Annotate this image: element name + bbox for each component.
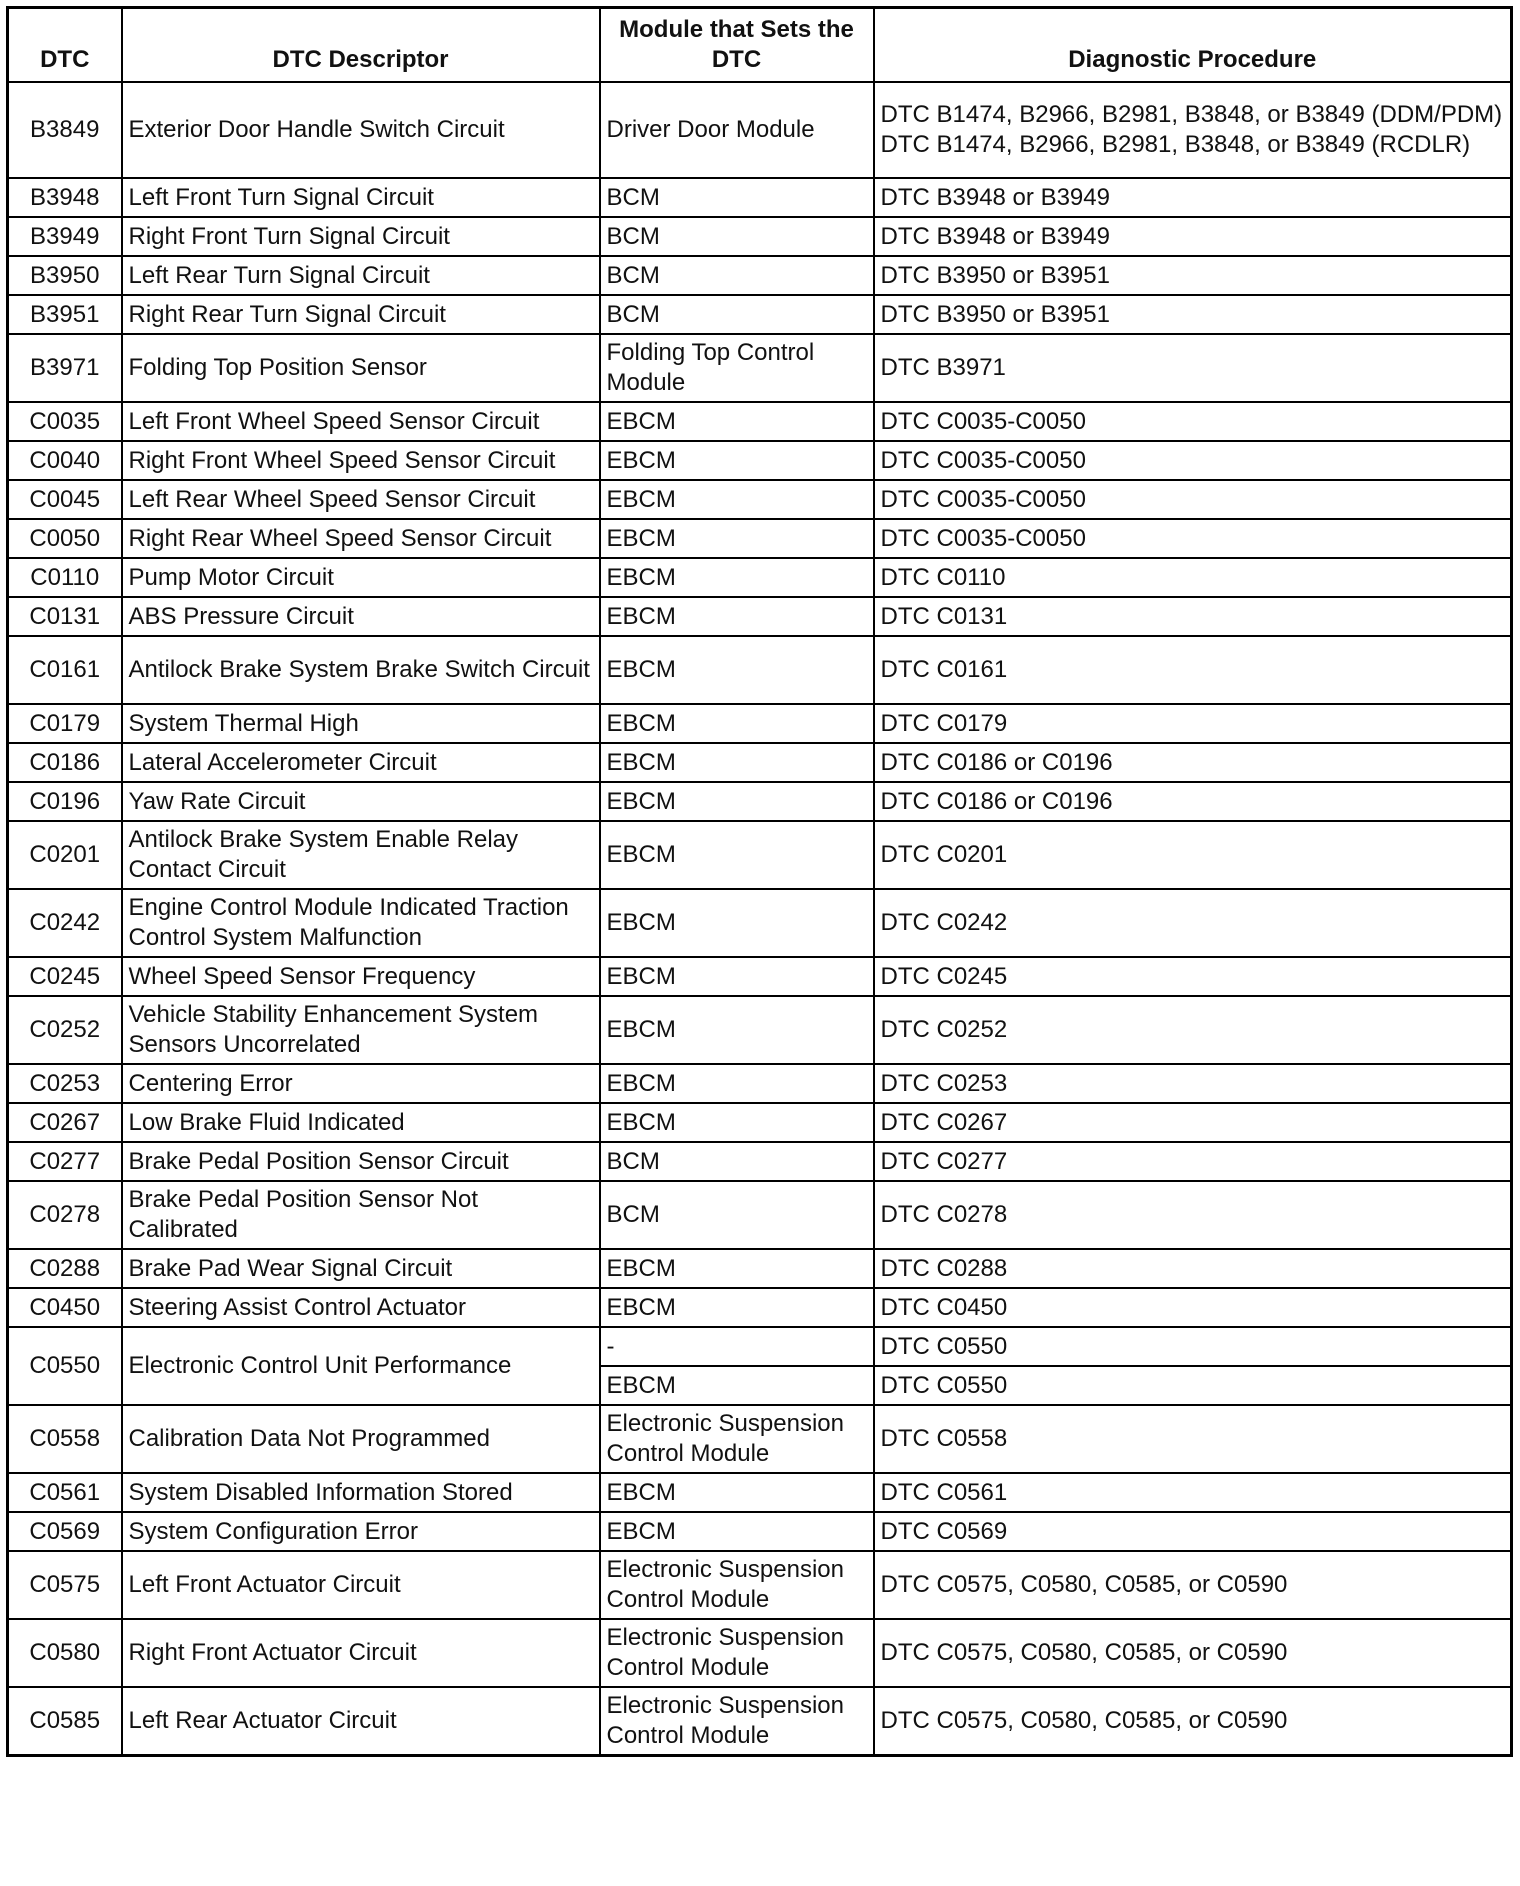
dtc-descriptor: Yaw Rate Circuit [122,782,600,821]
dtc-code: C0245 [8,957,122,996]
dtc-code: B3971 [8,334,122,402]
dtc-module: EBCM [600,597,874,636]
dtc-code: C0252 [8,996,122,1064]
dtc-code: C0201 [8,821,122,889]
table-row [8,957,1512,996]
dtc-descriptor: Wheel Speed Sensor Frequency [122,957,600,996]
table-row [8,1181,1512,1249]
dtc-module: Driver Door Module [600,82,874,178]
dtc-code: C0253 [8,1064,122,1103]
dtc-procedure: DTC C0186 or C0196 [874,743,1512,782]
dtc-code: C0242 [8,889,122,957]
dtc-procedure: DTC C0186 or C0196 [874,782,1512,821]
dtc-descriptor: Brake Pad Wear Signal Circuit [122,1249,600,1288]
dtc-procedure: DTC C0161 [874,636,1512,704]
dtc-procedure: DTC C0131 [874,597,1512,636]
table-row [8,1142,1512,1181]
dtc-module: EBCM [600,889,874,957]
dtc-module: - [600,1327,874,1366]
dtc-descriptor: Left Rear Wheel Speed Sensor Circuit [122,480,600,519]
table-row [8,217,1512,256]
dtc-descriptor: Lateral Accelerometer Circuit [122,743,600,782]
dtc-code: C0131 [8,597,122,636]
dtc-descriptor: ABS Pressure Circuit [122,597,600,636]
dtc-procedure: DTC C0035-C0050 [874,441,1512,480]
dtc-procedure: DTC C0550 [874,1366,1512,1405]
dtc-module: EBCM [600,402,874,441]
table-row [8,1473,1512,1512]
dtc-procedure: DTC B3948 or B3949 [874,178,1512,217]
table-row [8,1405,1512,1473]
dtc-descriptor: Right Front Turn Signal Circuit [122,217,600,256]
dtc-descriptor: Right Rear Turn Signal Circuit [122,295,600,334]
dtc-code: B3948 [8,178,122,217]
table-row [8,996,1512,1064]
dtc-code: C0050 [8,519,122,558]
dtc-descriptor: System Configuration Error [122,1512,600,1551]
dtc-procedure: DTC B3950 or B3951 [874,295,1512,334]
dtc-module: EBCM [600,996,874,1064]
dtc-descriptor: Antilock Brake System Enable Relay Contact Circuit [122,821,600,889]
dtc-procedure: DTC C0277 [874,1142,1512,1181]
dtc-procedure: DTC C0561 [874,1473,1512,1512]
dtc-descriptor: System Thermal High [122,704,600,743]
dtc-descriptor: Steering Assist Control Actuator [122,1288,600,1327]
dtc-procedure: DTC B3948 or B3949 [874,217,1512,256]
table-row [8,256,1512,295]
table-row [8,82,1512,178]
dtc-module: Folding Top Control Module [600,334,874,402]
dtc-descriptor: Antilock Brake System Brake Switch Circuit [122,636,600,704]
dtc-module: Electronic Suspension Control Module [600,1551,874,1619]
dtc-module: EBCM [600,1288,874,1327]
dtc-code: C0277 [8,1142,122,1181]
dtc-procedure: DTC C0179 [874,704,1512,743]
dtc-descriptor: Centering Error [122,1064,600,1103]
table-row [8,1064,1512,1103]
dtc-procedure: DTC C0267 [874,1103,1512,1142]
dtc-procedure: DTC C0288 [874,1249,1512,1288]
dtc-descriptor: Right Front Actuator Circuit [122,1619,600,1687]
dtc-code: C0196 [8,782,122,821]
dtc-module: BCM [600,178,874,217]
dtc-code: C0278 [8,1181,122,1249]
dtc-module: BCM [600,1181,874,1249]
table-row [8,1687,1512,1756]
dtc-procedure: DTC C0575, C0580, C0585, or C0590 [874,1551,1512,1619]
header-row [8,8,1512,83]
dtc-module: EBCM [600,1512,874,1551]
dtc-module: EBCM [600,743,874,782]
dtc-descriptor: Electronic Control Unit Performance [122,1327,600,1405]
dtc-module: BCM [600,256,874,295]
dtc-code: C0035 [8,402,122,441]
table-row [8,402,1512,441]
dtc-descriptor: Brake Pedal Position Sensor Circuit [122,1142,600,1181]
table-row [8,889,1512,957]
dtc-code: C0450 [8,1288,122,1327]
dtc-descriptor: Vehicle Stability Enhancement System Sensors Uncorrelated [122,996,600,1064]
dtc-module: Electronic Suspension Control Module [600,1619,874,1687]
table-row [8,821,1512,889]
dtc-procedure: DTC C0035-C0050 [874,480,1512,519]
dtc-code: C0585 [8,1687,122,1756]
table-row [8,334,1512,402]
dtc-procedure: DTC B3950 or B3951 [874,256,1512,295]
table-row [8,1288,1512,1327]
dtc-code: C0575 [8,1551,122,1619]
table-row [8,480,1512,519]
dtc-descriptor: Left Front Turn Signal Circuit [122,178,600,217]
dtc-code: C0569 [8,1512,122,1551]
dtc-code: C0179 [8,704,122,743]
dtc-module: EBCM [600,1064,874,1103]
dtc-code: C0550 [8,1327,122,1405]
table-row [8,743,1512,782]
dtc-procedure: DTC C0569 [874,1512,1512,1551]
dtc-code: C0045 [8,480,122,519]
dtc-procedure: DTC C0245 [874,957,1512,996]
dtc-descriptor: System Disabled Information Stored [122,1473,600,1512]
header-descriptor: DTC Descriptor [122,8,600,83]
table-row [8,704,1512,743]
table-row [8,295,1512,334]
dtc-procedure: DTC C0575, C0580, C0585, or C0590 [874,1687,1512,1756]
dtc-module: EBCM [600,704,874,743]
dtc-procedure: DTC C0575, C0580, C0585, or C0590 [874,1619,1512,1687]
table-row [8,178,1512,217]
dtc-descriptor: Engine Control Module Indicated Traction Control System Malfunction [122,889,600,957]
dtc-procedure: DTC B1474, B2966, B2981, B3848, or B3849 (DDM/PDM) DTC B1474, B2966, B2981, B3848, or B3849 (RCDLR) [874,82,1512,178]
dtc-module: BCM [600,217,874,256]
dtc-module: EBCM [600,636,874,704]
dtc-code: C0561 [8,1473,122,1512]
dtc-descriptor: Low Brake Fluid Indicated [122,1103,600,1142]
dtc-procedure: DTC C0242 [874,889,1512,957]
dtc-module: EBCM [600,821,874,889]
dtc-module: EBCM [600,1249,874,1288]
dtc-descriptor: Right Rear Wheel Speed Sensor Circuit [122,519,600,558]
dtc-procedure: DTC C0035-C0050 [874,519,1512,558]
dtc-procedure: DTC C0110 [874,558,1512,597]
table-row [8,782,1512,821]
header-dtc: DTC [8,8,122,83]
header-procedure: Diagnostic Procedure [874,8,1512,83]
dtc-descriptor: Left Front Wheel Speed Sensor Circuit [122,402,600,441]
table-row [8,1249,1512,1288]
dtc-code: C0110 [8,558,122,597]
dtc-procedure: DTC C0450 [874,1288,1512,1327]
dtc-module: EBCM [600,782,874,821]
dtc-procedure: DTC C0278 [874,1181,1512,1249]
dtc-code: C0040 [8,441,122,480]
dtc-module: Electronic Suspension Control Module [600,1687,874,1756]
dtc-procedure: DTC C0558 [874,1405,1512,1473]
dtc-descriptor: Exterior Door Handle Switch Circuit [122,82,600,178]
dtc-procedure: DTC C0035-C0050 [874,402,1512,441]
table-row [8,1327,1512,1366]
table-row [8,1619,1512,1687]
dtc-module: EBCM [600,1366,874,1405]
dtc-procedure: DTC C0252 [874,996,1512,1064]
dtc-module: EBCM [600,441,874,480]
dtc-descriptor: Pump Motor Circuit [122,558,600,597]
dtc-module: BCM [600,1142,874,1181]
table-row [8,441,1512,480]
dtc-descriptor: Left Rear Actuator Circuit [122,1687,600,1756]
dtc-table-container [6,6,1510,1757]
table-row [8,636,1512,704]
header-module: Module that Sets the DTC [600,8,874,83]
table-row [8,558,1512,597]
dtc-procedure: DTC C0550 [874,1327,1512,1366]
dtc-module: BCM [600,295,874,334]
dtc-procedure: DTC C0201 [874,821,1512,889]
dtc-table [6,6,1513,1757]
dtc-module: EBCM [600,957,874,996]
table-row [8,1103,1512,1142]
dtc-code: C0267 [8,1103,122,1142]
dtc-procedure: DTC C0253 [874,1064,1512,1103]
table-row [8,519,1512,558]
table-row [8,597,1512,636]
dtc-module: EBCM [600,1473,874,1512]
dtc-module: Electronic Suspension Control Module [600,1405,874,1473]
dtc-code: B3951 [8,295,122,334]
dtc-descriptor: Folding Top Position Sensor [122,334,600,402]
dtc-descriptor: Brake Pedal Position Sensor Not Calibrated [122,1181,600,1249]
dtc-code: B3849 [8,82,122,178]
dtc-code: C0558 [8,1405,122,1473]
dtc-module: EBCM [600,1103,874,1142]
dtc-code: B3950 [8,256,122,295]
dtc-descriptor: Left Rear Turn Signal Circuit [122,256,600,295]
table-row [8,1551,1512,1619]
dtc-descriptor: Right Front Wheel Speed Sensor Circuit [122,441,600,480]
dtc-module: EBCM [600,480,874,519]
dtc-descriptor: Left Front Actuator Circuit [122,1551,600,1619]
dtc-code: C0161 [8,636,122,704]
dtc-procedure: DTC B3971 [874,334,1512,402]
dtc-descriptor: Calibration Data Not Programmed [122,1405,600,1473]
dtc-code: C0288 [8,1249,122,1288]
dtc-code: B3949 [8,217,122,256]
dtc-code: C0580 [8,1619,122,1687]
dtc-module: EBCM [600,519,874,558]
dtc-module: EBCM [600,558,874,597]
dtc-code: C0186 [8,743,122,782]
table-row [8,1512,1512,1551]
